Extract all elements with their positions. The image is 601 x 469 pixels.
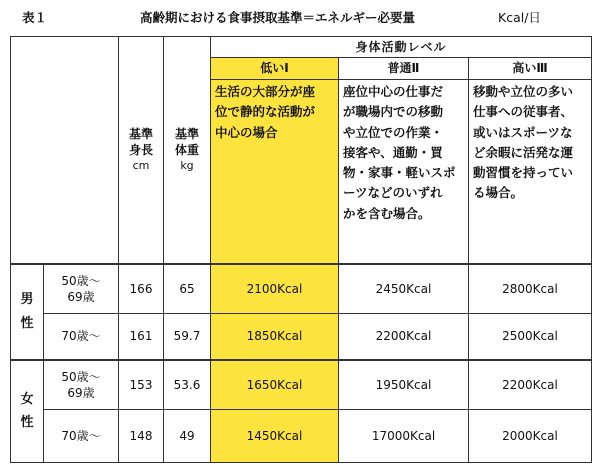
age-group-cell <box>44 360 119 410</box>
description-line: 或いはスポーツな <box>473 124 573 140</box>
weight-header-line-1: 基準 <box>174 127 199 142</box>
sex-label-line: 性 <box>20 415 34 431</box>
sex-female-label <box>11 360 44 463</box>
sex-label-line: 男 <box>20 292 34 308</box>
unit-label: Kcal/日 <box>498 10 541 25</box>
weight-header-line-2: 体重 <box>174 143 199 158</box>
description-line: る場合。 <box>473 185 524 201</box>
table-row <box>11 410 592 463</box>
energy-high-cell: 2500Kcal <box>469 314 592 360</box>
height-header-line-1: 基準 <box>128 127 153 142</box>
height-header <box>119 37 164 264</box>
weight-cell: 65 <box>164 264 211 314</box>
energy-low-cell: 1650Kcal <box>211 360 339 410</box>
level-low-description <box>211 80 339 264</box>
description-line: 仕事への従事者、 <box>473 104 574 120</box>
description-line: 中心の場合 <box>215 124 278 140</box>
level-low-header: 低いⅠ <box>211 58 339 80</box>
weight-cell: 49 <box>164 410 211 463</box>
age-line: 69歳 <box>67 385 95 400</box>
height-cell: 148 <box>119 410 164 463</box>
age-line: 69歳 <box>67 289 95 304</box>
energy-high-cell: 2800Kcal <box>469 264 592 314</box>
energy-normal-cell: 2450Kcal <box>339 264 469 314</box>
table-row <box>11 314 592 360</box>
level-normal-header: 普通Ⅱ <box>339 58 469 80</box>
table-label: 表１ <box>22 10 48 25</box>
age-group-cell <box>44 410 119 463</box>
age-line: 50歳～ <box>61 273 101 288</box>
level-high-description <box>469 80 592 264</box>
weight-cell: 53.6 <box>164 360 211 410</box>
age-group-cell <box>44 264 119 314</box>
height-header-line-2: 身長 <box>128 143 153 158</box>
description-line: 生活の大部分が座 <box>215 84 316 99</box>
description-line: ど余暇に活発な運 <box>473 144 574 160</box>
description-line: 動習慣を持ってい <box>473 165 574 180</box>
description-line: 移動や立位の多い <box>473 84 574 99</box>
activity-level-header: 身体活動レベル <box>211 37 592 58</box>
energy-low-cell: 2100Kcal <box>211 264 339 314</box>
weight-cell: 59.7 <box>164 314 211 360</box>
height-cell: 153 <box>119 360 164 410</box>
level-high-header: 高いⅢ <box>469 58 592 80</box>
age-line: 70歳～ <box>61 428 101 443</box>
age-line: 50歳～ <box>61 369 101 384</box>
energy-low-cell: 1450Kcal <box>211 410 339 463</box>
description-line: かを含む場合。 <box>343 205 431 221</box>
description-line: 座位中心の仕事だ <box>343 84 444 99</box>
sex-label-line: 性 <box>20 315 34 331</box>
height-unit: cm <box>132 158 150 172</box>
age-group-cell <box>44 314 119 360</box>
height-cell: 166 <box>119 264 164 314</box>
table-row <box>11 360 592 410</box>
energy-high-cell: 2000Kcal <box>469 410 592 463</box>
age-line: 70歳～ <box>61 329 101 344</box>
corner-cell <box>11 37 119 264</box>
description-line: が職場内での移動 <box>343 104 444 120</box>
description-line: 接客や、通勤・買 <box>343 144 443 160</box>
height-cell: 161 <box>119 314 164 360</box>
level-normal-description <box>339 80 469 264</box>
weight-unit: kg <box>180 158 194 172</box>
description-line: 物・家事・軽いスポ <box>343 165 456 180</box>
sex-label-line: 女 <box>20 391 34 407</box>
description-line: や立位での作業・ <box>343 124 444 140</box>
energy-normal-cell: 1950Kcal <box>339 360 469 410</box>
table-title: 高齢期における食事摂取基準＝エネルギー必要量 <box>140 10 416 25</box>
table-row <box>11 264 592 314</box>
energy-requirement-table <box>10 36 592 463</box>
energy-low-cell: 1850Kcal <box>211 314 339 360</box>
energy-high-cell: 2200Kcal <box>469 360 592 410</box>
description-line: ーツなどのいずれ <box>343 185 443 201</box>
energy-normal-cell: 17000Kcal <box>339 410 469 463</box>
weight-header <box>164 37 211 264</box>
sex-male-label <box>11 264 44 360</box>
description-line: 位で静的な活動が <box>215 104 316 120</box>
energy-normal-cell: 2200Kcal <box>339 314 469 360</box>
